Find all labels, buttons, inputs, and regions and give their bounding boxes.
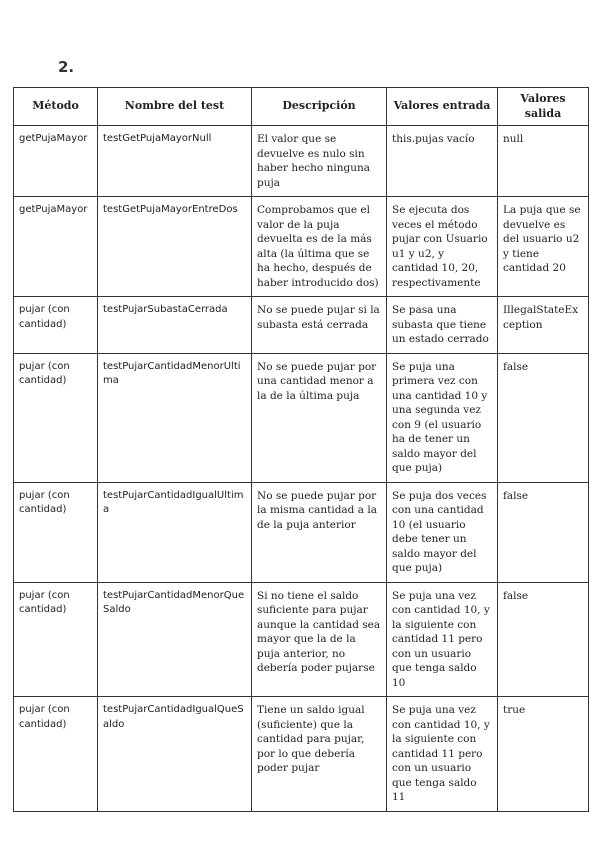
cell-nombre-test: testPujarCantidadMenorQueSaldo [98, 582, 252, 697]
table-row [14, 197, 589, 297]
cell-metodo: pujar (con cantidad) [14, 482, 98, 582]
cell-valores-salida: IllegalStateException [498, 297, 589, 354]
cell-metodo: getPujaMayor [14, 126, 98, 197]
table-row [14, 353, 589, 482]
header-descripcion: Descripción [252, 88, 387, 126]
cell-valores-salida: null [498, 126, 589, 197]
header-valores-salida: Valores salida [498, 88, 589, 126]
cell-nombre-test: testPujarCantidadIgualQueSaldo [98, 697, 252, 812]
cell-descripcion: Si no tiene el saldo suficiente para pujar aunque la cantidad sea mayor que la de la puja anterior, no debería poder pujarse [252, 582, 387, 697]
cell-valores-salida: false [498, 353, 589, 482]
header-valores-entrada: Valores entrada [387, 88, 498, 126]
table-row [14, 697, 589, 812]
cell-valores-entrada: Se pasa una subasta que tiene un estado cerrado [387, 297, 498, 354]
table-header-row [14, 88, 589, 126]
test-cases-table [13, 87, 589, 812]
cell-metodo: pujar (con cantidad) [14, 697, 98, 812]
cell-valores-entrada: Se puja dos veces con una cantidad 10 (el usuario debe tener un saldo mayor del que puja) [387, 482, 498, 582]
cell-valores-entrada: Se puja una vez con cantidad 10, y la siguiente con cantidad 11 pero con un usuario que tenga saldo 11 [387, 697, 498, 812]
cell-nombre-test: testPujarSubastaCerrada [98, 297, 252, 354]
cell-descripcion: No se puede pujar por la misma cantidad a la de la puja anterior [252, 482, 387, 582]
cell-metodo: pujar (con cantidad) [14, 353, 98, 482]
cell-valores-salida: true [498, 697, 589, 812]
cell-descripcion: Comprobamos que el valor de la puja devuelta es de la más alta (la última que se ha hecho, después de haber introducido dos) [252, 197, 387, 297]
cell-nombre-test: testGetPujaMayorNull [98, 126, 252, 197]
cell-nombre-test: testPujarCantidadIgualUltima [98, 482, 252, 582]
cell-valores-salida: false [498, 582, 589, 697]
cell-valores-entrada: Se puja una vez con cantidad 10, y la siguiente con cantidad 11 pero con un usuario que tenga saldo 10 [387, 582, 498, 697]
cell-descripcion: No se puede pujar por una cantidad menor a la de la última puja [252, 353, 387, 482]
section-number-heading: 2. [58, 58, 75, 76]
cell-valores-salida: false [498, 482, 589, 582]
cell-valores-entrada: Se puja una primera vez con una cantidad 10 y una segunda vez con 9 (el usuario ha de tener un saldo mayor del que puja) [387, 353, 498, 482]
cell-metodo: getPujaMayor [14, 197, 98, 297]
header-metodo: Método [14, 88, 98, 126]
cell-metodo: pujar (con cantidad) [14, 297, 98, 354]
cell-nombre-test: testPujarCantidadMenorUltima [98, 353, 252, 482]
cell-valores-salida: La puja que se devuelve es del usuario u2 y tiene cantidad 20 [498, 197, 589, 297]
header-nombre-test: Nombre del test [98, 88, 252, 126]
table-row [14, 482, 589, 582]
cell-descripcion: Tiene un saldo igual (suficiente) que la cantidad para pujar, por lo que debería poder pujar [252, 697, 387, 812]
cell-nombre-test: testGetPujaMayorEntreDos [98, 197, 252, 297]
table-row [14, 126, 589, 197]
table-row [14, 582, 589, 697]
cell-metodo: pujar (con cantidad) [14, 582, 98, 697]
cell-valores-entrada: Se ejecuta dos veces el método pujar con Usuario u1 y u2, y cantidad 10, 20, respectivamente [387, 197, 498, 297]
cell-valores-entrada: this.pujas vacío [387, 126, 498, 197]
table-row [14, 297, 589, 354]
cell-descripcion: No se puede pujar si la subasta está cerrada [252, 297, 387, 354]
cell-descripcion: El valor que se devuelve es nulo sin haber hecho ninguna puja [252, 126, 387, 197]
